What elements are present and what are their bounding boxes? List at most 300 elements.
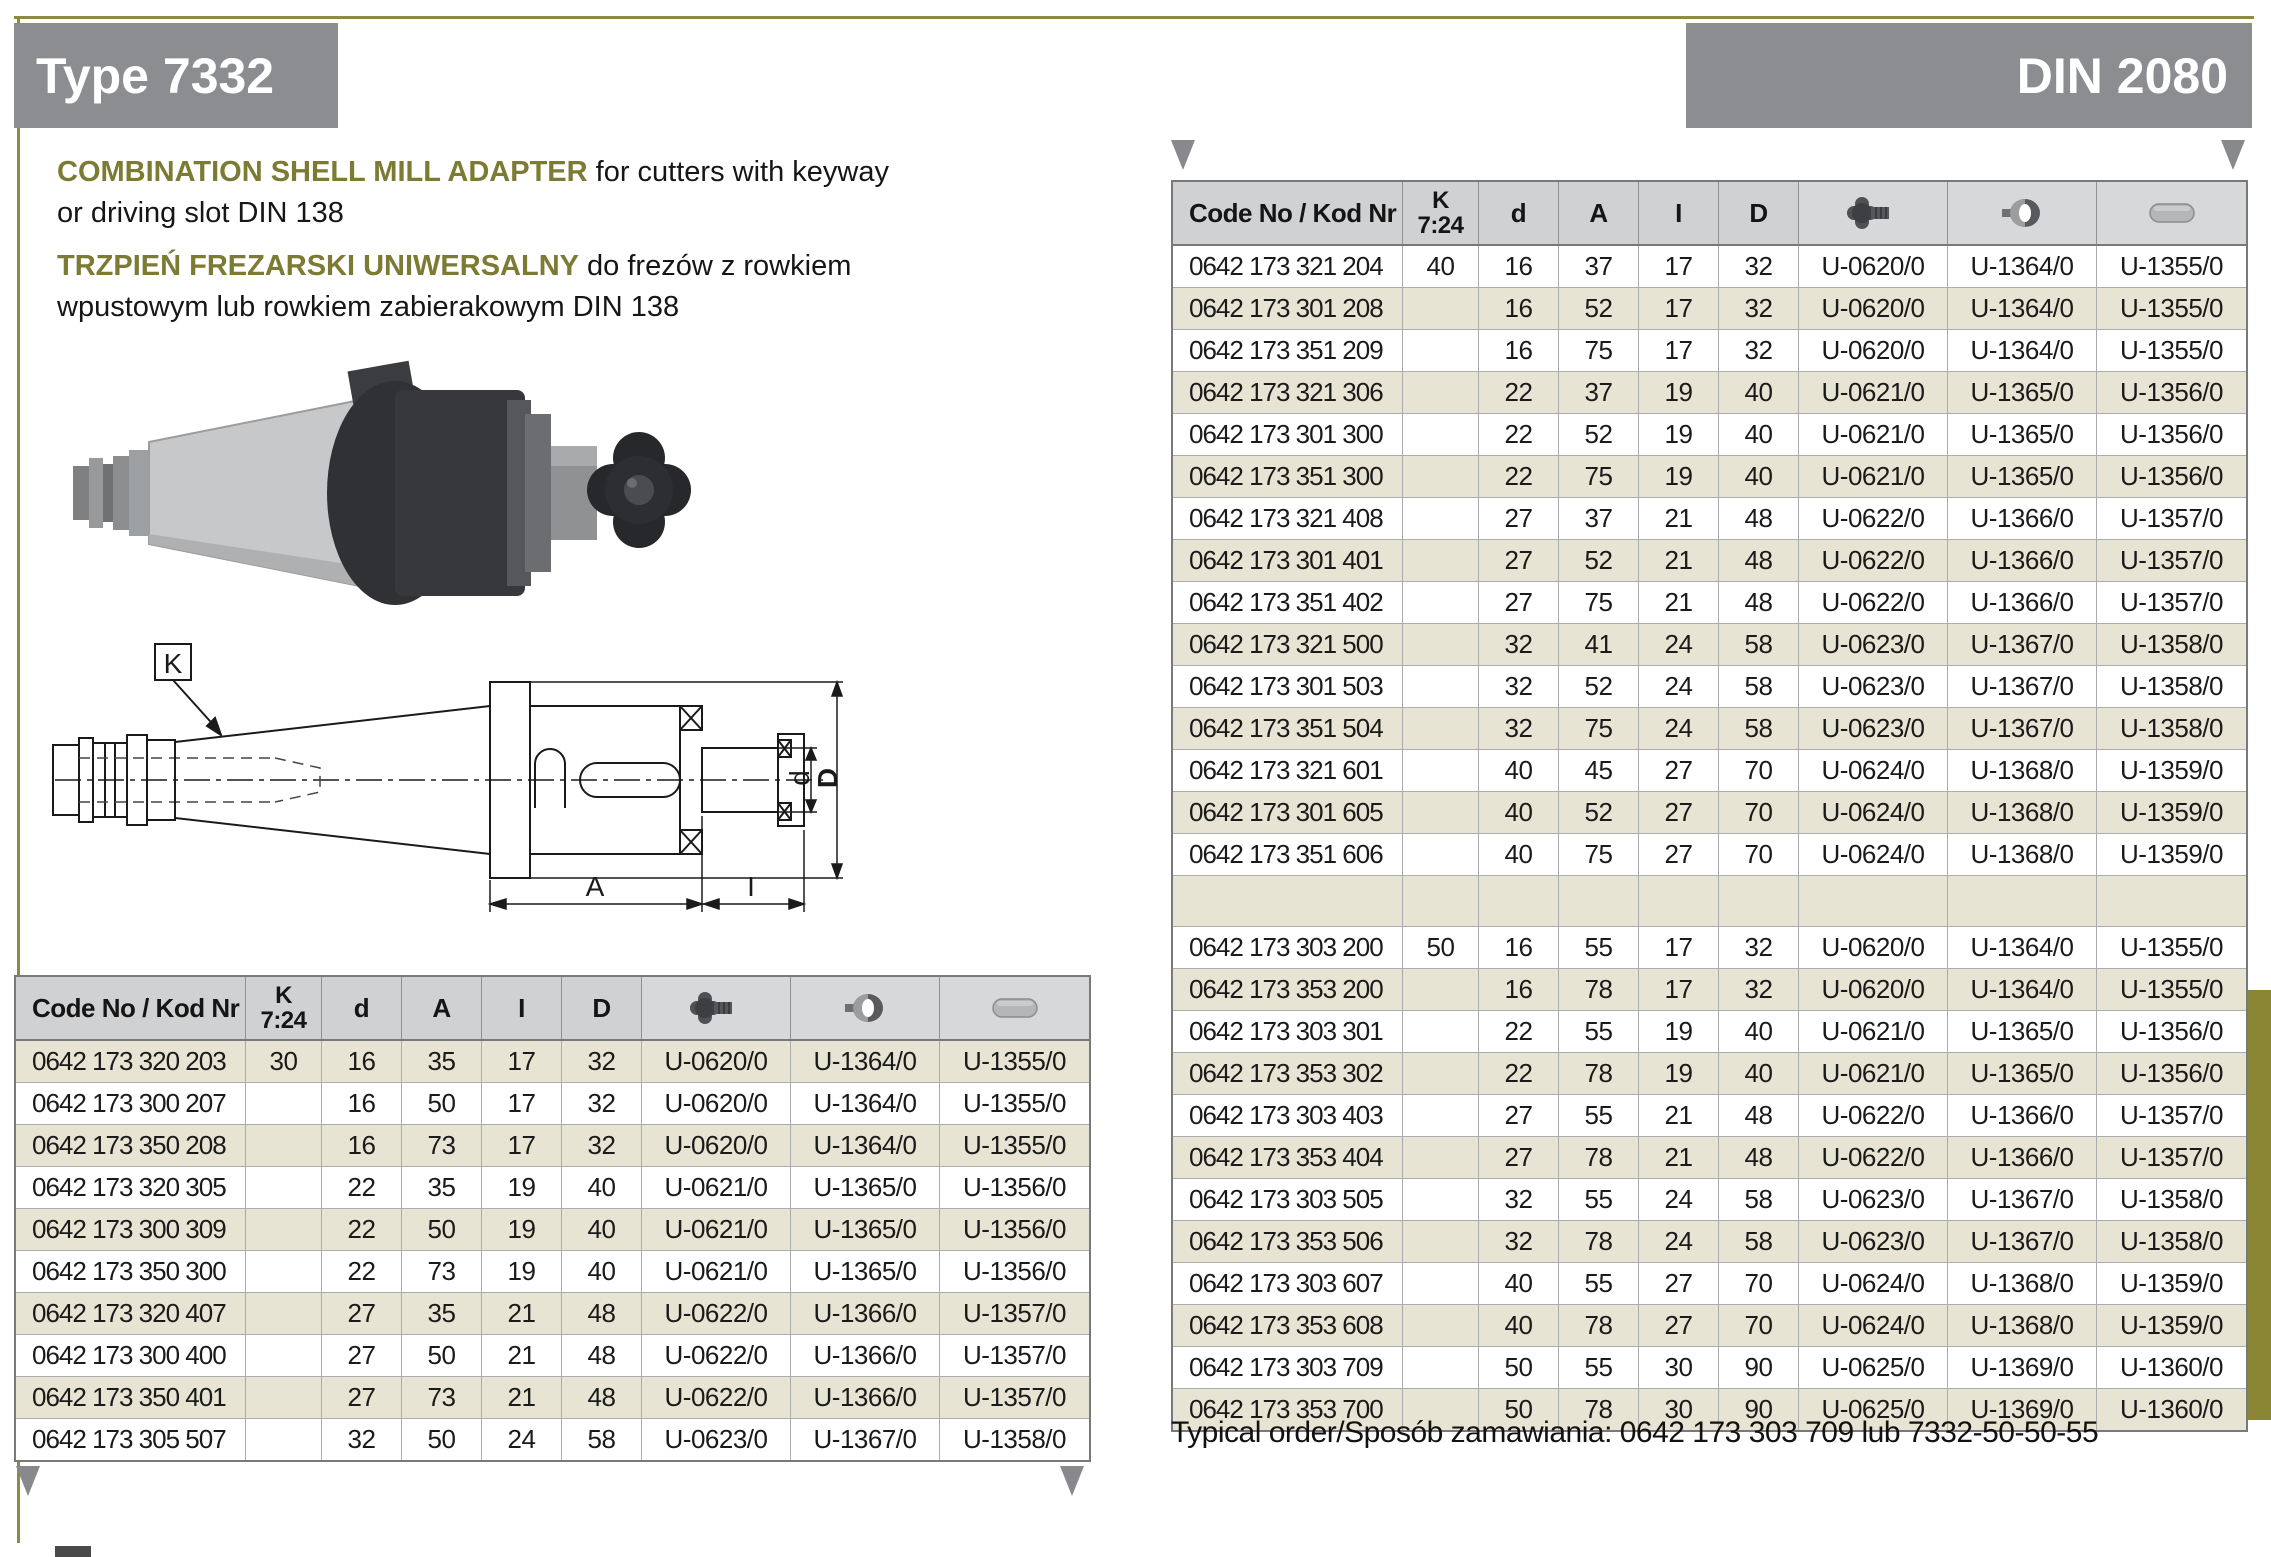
value-cell: U-0624/0 (1799, 1263, 1948, 1304)
table-row (16, 1250, 1089, 1292)
value-cell: 19 (1639, 414, 1719, 455)
value-cell: U-1355/0 (2120, 932, 2223, 962)
table-row (1173, 833, 2246, 875)
value-cell (1403, 456, 1479, 497)
value-cell: U-1369/0 (1948, 1389, 2097, 1430)
code-cell: 0642 173 350 401 (16, 1377, 246, 1418)
value-cell: U-0623/0 (1799, 708, 1948, 749)
value-cell: 22 (322, 1209, 402, 1250)
value-cell: 30 (1639, 1389, 1719, 1430)
value-cell: U-0624/0 (1799, 1305, 1948, 1346)
description-pl-line2: wpustowym lub rowkiem zabierakowym DIN 138 (57, 291, 680, 323)
description-pl-title: TRZPIEŃ FREZARSKI UNIWERSALNY (57, 250, 579, 282)
value-cell: 21 (482, 1293, 562, 1334)
value-cell: 16 (1479, 246, 1559, 287)
value-cell: U-0624/0 (1799, 750, 1948, 791)
value-cell: U-1359/0 (2120, 1310, 2223, 1340)
value-cell: 50 (402, 1209, 482, 1250)
code-cell: 0642 173 353 200 (1173, 969, 1403, 1010)
value-cell: U-1355/0 (2120, 335, 2223, 365)
code-cell: 0642 173 353 608 (1173, 1305, 1403, 1346)
table-row (16, 1334, 1089, 1376)
value-cell: 27 (1479, 498, 1559, 539)
value-cell: 58 (1719, 708, 1799, 749)
value-cell (1403, 876, 1479, 926)
table-header (1173, 182, 2246, 246)
value-cell: 24 (1639, 624, 1719, 665)
value-cell: 16 (1479, 969, 1559, 1010)
table-row (16, 1208, 1089, 1250)
value-cell: 32 (1479, 1221, 1559, 1262)
value-cell (1403, 372, 1479, 413)
value-cell: 70 (1719, 1263, 1799, 1304)
value-cell (1403, 330, 1479, 371)
value-cell: U-1365/0 (791, 1167, 940, 1208)
value-cell: 27 (1479, 1095, 1559, 1136)
value-cell: 32 (1719, 330, 1799, 371)
value-cell (1403, 1137, 1479, 1178)
value-cell: 50 (402, 1419, 482, 1460)
locating-ring-icon (841, 991, 889, 1025)
value-cell: 48 (562, 1293, 642, 1334)
value-cell: 21 (482, 1377, 562, 1418)
column-header-a: A (402, 977, 482, 1039)
value-cell: 48 (1719, 1095, 1799, 1136)
value-cell: 19 (1639, 372, 1719, 413)
value-cell: U-0622/0 (1799, 1137, 1948, 1178)
code-cell: 0642 173 300 400 (16, 1335, 246, 1376)
technical-drawing (35, 640, 850, 930)
value-cell: 40 (1719, 1011, 1799, 1052)
value-cell (1403, 1263, 1479, 1304)
value-cell: U-0623/0 (1799, 1179, 1948, 1220)
column-header-d: d (1479, 182, 1559, 244)
code-cell: 0642 173 303 200 (1173, 927, 1403, 968)
column-header-k (246, 977, 322, 1039)
value-cell: U-1367/0 (791, 1419, 940, 1460)
value-cell: 50 (402, 1335, 482, 1376)
table-row (1173, 665, 2246, 707)
value-cell: 90 (1719, 1389, 1799, 1430)
table-row (1173, 1346, 2246, 1388)
value-cell: U-1355/0 (963, 1130, 1066, 1160)
clamp-screw-icon (690, 991, 742, 1025)
column-header-code: Code No / Kod Nr (1173, 182, 1403, 244)
value-cell: 73 (402, 1377, 482, 1418)
table-body (16, 1041, 1089, 1460)
column-header-key (2097, 182, 2246, 244)
marker-triangle-icon (2221, 140, 2245, 170)
code-cell: 0642 173 351 402 (1173, 582, 1403, 623)
table-row (16, 1292, 1089, 1334)
value-cell: 17 (1639, 969, 1719, 1010)
k-label: K (1432, 187, 1449, 214)
value-cell: 52 (1559, 288, 1639, 329)
value-cell: 48 (1719, 540, 1799, 581)
value-cell: 40 (562, 1209, 642, 1250)
clamp-screw-icon (1847, 196, 1899, 230)
value-cell: 27 (1479, 1137, 1559, 1178)
value-cell: U-1357/0 (2120, 1100, 2223, 1130)
value-cell: 32 (562, 1125, 642, 1166)
table-row (1173, 1094, 2246, 1136)
value-cell: 40 (1403, 246, 1479, 287)
value-cell: 73 (402, 1251, 482, 1292)
table-row (1173, 246, 2246, 287)
value-cell: 40 (1719, 414, 1799, 455)
table-row (1173, 287, 2246, 329)
value-cell: 50 (1479, 1347, 1559, 1388)
marker-triangle-icon (1171, 140, 1195, 170)
table-row (1173, 926, 2246, 968)
value-cell: U-1364/0 (791, 1083, 940, 1124)
value-cell: 48 (562, 1335, 642, 1376)
value-cell: 17 (1639, 927, 1719, 968)
value-cell: U-1356/0 (963, 1256, 1066, 1286)
value-cell: 35 (402, 1293, 482, 1334)
value-cell: U-0625/0 (1799, 1347, 1948, 1388)
value-cell (1403, 1053, 1479, 1094)
value-cell: 78 (1559, 969, 1639, 1010)
value-cell (1403, 624, 1479, 665)
value-cell: 52 (1559, 540, 1639, 581)
value-cell: 30 (1639, 1347, 1719, 1388)
value-cell: 50 (1479, 1389, 1559, 1430)
table-row (16, 1418, 1089, 1460)
value-cell: 45 (1559, 750, 1639, 791)
description-pl (57, 246, 851, 328)
value-cell: 48 (1719, 1137, 1799, 1178)
marker-triangle-icon (16, 1466, 40, 1496)
description-en-rest: for cutters with keyway (587, 156, 889, 188)
value-cell: 21 (1639, 1095, 1719, 1136)
value-cell (246, 1125, 322, 1166)
value-cell: 40 (1479, 792, 1559, 833)
value-cell: 32 (1719, 927, 1799, 968)
value-cell: 16 (322, 1083, 402, 1124)
table-row (1173, 329, 2246, 371)
value-cell (1403, 414, 1479, 455)
value-cell: 40 (1719, 1053, 1799, 1094)
value-cell: U-1355/0 (2120, 974, 2223, 1004)
value-cell: 75 (1559, 330, 1639, 371)
value-cell: U-1367/0 (1948, 1179, 2097, 1220)
column-header-big-d: D (1719, 182, 1799, 244)
table-row (1173, 749, 2246, 791)
page-corner-mark (55, 1546, 91, 1557)
column-header-locating-ring (1948, 182, 2097, 244)
value-cell: U-0621/0 (1799, 456, 1948, 497)
column-header-i: I (1639, 182, 1719, 244)
value-cell: 27 (1639, 750, 1719, 791)
value-cell: U-1367/0 (1948, 1221, 2097, 1262)
value-cell: U-1358/0 (2120, 671, 2223, 701)
value-cell: 32 (562, 1083, 642, 1124)
value-cell: U-0621/0 (1799, 414, 1948, 455)
value-cell: 32 (322, 1419, 402, 1460)
value-cell: U-1356/0 (963, 1172, 1066, 1202)
value-cell: 75 (1559, 456, 1639, 497)
value-cell: 21 (1639, 498, 1719, 539)
code-cell: 0642 173 303 607 (1173, 1263, 1403, 1304)
value-cell: U-1358/0 (2120, 629, 2223, 659)
value-cell: 70 (1719, 834, 1799, 875)
value-cell: 90 (1719, 1347, 1799, 1388)
column-header-k (1403, 182, 1479, 244)
value-cell: U-1368/0 (1948, 1305, 2097, 1346)
table-body (1173, 246, 2246, 1430)
value-cell: 58 (1719, 1179, 1799, 1220)
key-icon (987, 991, 1043, 1025)
value-cell: 78 (1559, 1137, 1639, 1178)
k-ratio-label: 7:24 (260, 1007, 307, 1034)
value-cell: U-0620/0 (1799, 246, 1948, 287)
value-cell: U-1357/0 (963, 1340, 1066, 1370)
value-cell: 40 (1719, 372, 1799, 413)
value-cell: U-1355/0 (963, 1046, 1066, 1076)
value-cell: U-1369/0 (1948, 1347, 2097, 1388)
table-row (16, 1082, 1089, 1124)
value-cell: U-1364/0 (791, 1125, 940, 1166)
value-cell: U-1355/0 (2120, 251, 2223, 281)
value-cell: 21 (1639, 540, 1719, 581)
value-cell (246, 1293, 322, 1334)
code-cell: 0642 173 301 401 (1173, 540, 1403, 581)
locating-ring-icon (1998, 196, 2046, 230)
value-cell: U-1358/0 (2120, 1226, 2223, 1256)
table-row (1173, 539, 2246, 581)
value-cell: 40 (1479, 834, 1559, 875)
value-cell: 48 (1719, 498, 1799, 539)
value-cell: 58 (1719, 666, 1799, 707)
value-cell: U-1356/0 (2120, 461, 2223, 491)
value-cell: U-0621/0 (1799, 1011, 1948, 1052)
column-header-code: Code No / Kod Nr (16, 977, 246, 1039)
value-cell: U-1365/0 (1948, 456, 2097, 497)
value-cell (1559, 876, 1639, 926)
value-cell (1479, 876, 1559, 926)
value-cell: 55 (1559, 1095, 1639, 1136)
value-cell: 41 (1559, 624, 1639, 665)
value-cell (1403, 498, 1479, 539)
value-cell: U-0622/0 (1799, 540, 1948, 581)
value-cell: U-1360/0 (2120, 1352, 2223, 1382)
code-cell: 0642 173 320 407 (16, 1293, 246, 1334)
table-row (1173, 497, 2246, 539)
value-cell: 27 (1479, 540, 1559, 581)
type-header (14, 23, 338, 128)
table-row (1173, 791, 2246, 833)
value-cell: U-0622/0 (1799, 498, 1948, 539)
value-cell: U-1357/0 (2120, 545, 2223, 575)
table-row (16, 1166, 1089, 1208)
code-cell: 0642 173 301 503 (1173, 666, 1403, 707)
value-cell (1639, 876, 1719, 926)
value-cell: U-1355/0 (2120, 293, 2223, 323)
value-cell: U-1366/0 (791, 1335, 940, 1376)
value-cell: 17 (482, 1041, 562, 1082)
value-cell: 70 (1719, 792, 1799, 833)
value-cell: 27 (322, 1377, 402, 1418)
value-cell: U-1365/0 (791, 1209, 940, 1250)
table-row (1173, 1304, 2246, 1346)
column-header-a: A (1559, 182, 1639, 244)
value-cell: U-1366/0 (1948, 582, 2097, 623)
value-cell: 17 (482, 1125, 562, 1166)
table-row (1173, 623, 2246, 665)
value-cell: U-1356/0 (963, 1214, 1066, 1244)
value-cell: 50 (402, 1083, 482, 1124)
value-cell: U-0622/0 (642, 1335, 791, 1376)
value-cell: 35 (402, 1041, 482, 1082)
value-cell: U-1367/0 (1948, 708, 2097, 749)
value-cell: U-1364/0 (1948, 246, 2097, 287)
value-cell: 17 (1639, 246, 1719, 287)
value-cell (1403, 1095, 1479, 1136)
value-cell: 24 (1639, 666, 1719, 707)
value-cell: U-1357/0 (963, 1298, 1066, 1328)
value-cell: U-1365/0 (1948, 1053, 2097, 1094)
key-icon (2144, 196, 2200, 230)
description-en-line1 (57, 152, 889, 193)
table-row (16, 1041, 1089, 1082)
column-header-big-d: D (562, 977, 642, 1039)
column-header-clamp-screw (1799, 182, 1948, 244)
value-cell: U-0623/0 (642, 1419, 791, 1460)
value-cell: 32 (1719, 246, 1799, 287)
value-cell: 24 (1639, 708, 1719, 749)
value-cell: 19 (1639, 456, 1719, 497)
value-cell: U-1356/0 (2120, 1058, 2223, 1088)
column-header-clamp-screw (642, 977, 791, 1039)
description-en-title: COMBINATION SHELL MILL ADAPTER (57, 156, 588, 188)
code-cell: 0642 173 351 504 (1173, 708, 1403, 749)
value-cell: 24 (1639, 1221, 1719, 1262)
value-cell (1403, 666, 1479, 707)
value-cell: 55 (1559, 1347, 1639, 1388)
value-cell (1403, 1347, 1479, 1388)
value-cell (2097, 876, 2246, 926)
table-row (1173, 581, 2246, 623)
value-cell: 16 (322, 1041, 402, 1082)
description-en-line2: or driving slot DIN 138 (57, 197, 344, 229)
value-cell: U-1360/0 (2120, 1394, 2223, 1424)
value-cell: 22 (322, 1167, 402, 1208)
value-cell (1403, 1221, 1479, 1262)
code-cell: 0642 173 303 301 (1173, 1011, 1403, 1052)
table-row (1173, 1010, 2246, 1052)
value-cell: 52 (1559, 792, 1639, 833)
value-cell: 55 (1559, 1179, 1639, 1220)
table-row (16, 1376, 1089, 1418)
value-cell: U-0622/0 (642, 1377, 791, 1418)
code-cell: 0642 173 301 208 (1173, 288, 1403, 329)
value-cell: U-1367/0 (1948, 624, 2097, 665)
value-cell: U-0620/0 (642, 1125, 791, 1166)
drawing-label-i: I (747, 871, 755, 902)
value-cell: 48 (562, 1377, 642, 1418)
table-row (1173, 1220, 2246, 1262)
value-cell: 75 (1559, 834, 1639, 875)
description-pl-rest: do frezów z rowkiem (579, 250, 852, 282)
value-cell: U-1357/0 (2120, 587, 2223, 617)
value-cell: 40 (1479, 1263, 1559, 1304)
value-cell: U-1356/0 (2120, 419, 2223, 449)
din-label: DIN 2080 (2016, 47, 2228, 104)
value-cell: 78 (1559, 1305, 1639, 1346)
value-cell: U-0622/0 (642, 1293, 791, 1334)
value-cell: U-1366/0 (1948, 1095, 2097, 1136)
code-cell: 0642 173 353 404 (1173, 1137, 1403, 1178)
drawing-label-a: A (585, 871, 605, 902)
column-header-locating-ring (791, 977, 940, 1039)
value-cell: 22 (322, 1251, 402, 1292)
value-cell: 40 (1479, 1305, 1559, 1346)
value-cell: U-1365/0 (791, 1251, 940, 1292)
value-cell: U-0624/0 (1799, 834, 1948, 875)
description-en (57, 152, 889, 234)
value-cell: 40 (562, 1251, 642, 1292)
value-cell: U-1355/0 (963, 1088, 1066, 1118)
table-row (16, 1124, 1089, 1166)
value-cell (1403, 1011, 1479, 1052)
value-cell (1403, 750, 1479, 791)
code-cell: 0642 173 300 309 (16, 1209, 246, 1250)
code-cell: 0642 173 353 700 (1173, 1389, 1403, 1430)
code-cell: 0642 173 300 207 (16, 1083, 246, 1124)
value-cell: U-0621/0 (1799, 1053, 1948, 1094)
value-cell: 48 (1719, 582, 1799, 623)
value-cell (1403, 1305, 1479, 1346)
value-cell: 22 (1479, 456, 1559, 497)
value-cell: U-1359/0 (2120, 1268, 2223, 1298)
value-cell: 19 (1639, 1011, 1719, 1052)
value-cell (1403, 792, 1479, 833)
column-header-i: I (482, 977, 562, 1039)
table-row (1173, 413, 2246, 455)
value-cell: U-0620/0 (642, 1041, 791, 1082)
value-cell: 30 (246, 1041, 322, 1082)
value-cell: U-0623/0 (1799, 624, 1948, 665)
value-cell: 37 (1559, 246, 1639, 287)
value-cell: U-0620/0 (1799, 927, 1948, 968)
value-cell: U-1357/0 (963, 1382, 1066, 1412)
value-cell: 16 (1479, 288, 1559, 329)
value-cell: U-1365/0 (1948, 372, 2097, 413)
page-edge-tab (2246, 990, 2271, 1420)
value-cell: U-1364/0 (1948, 330, 2097, 371)
value-cell: 22 (1479, 372, 1559, 413)
code-cell: 0642 173 350 208 (16, 1125, 246, 1166)
value-cell: U-0621/0 (642, 1167, 791, 1208)
table-header (16, 977, 1089, 1041)
value-cell: 73 (402, 1125, 482, 1166)
value-cell (1403, 1179, 1479, 1220)
value-cell: U-0620/0 (642, 1083, 791, 1124)
value-cell: 32 (1719, 969, 1799, 1010)
value-cell: U-0620/0 (1799, 969, 1948, 1010)
value-cell: 16 (1479, 330, 1559, 371)
value-cell: U-0621/0 (1799, 372, 1948, 413)
table-row (1173, 1052, 2246, 1094)
value-cell: 27 (1639, 834, 1719, 875)
value-cell: U-0624/0 (1799, 792, 1948, 833)
value-cell: 19 (1639, 1053, 1719, 1094)
description-pl-line1 (57, 246, 851, 287)
code-cell: 0642 173 321 204 (1173, 246, 1403, 287)
value-cell: 40 (1479, 750, 1559, 791)
value-cell: 78 (1559, 1389, 1639, 1430)
